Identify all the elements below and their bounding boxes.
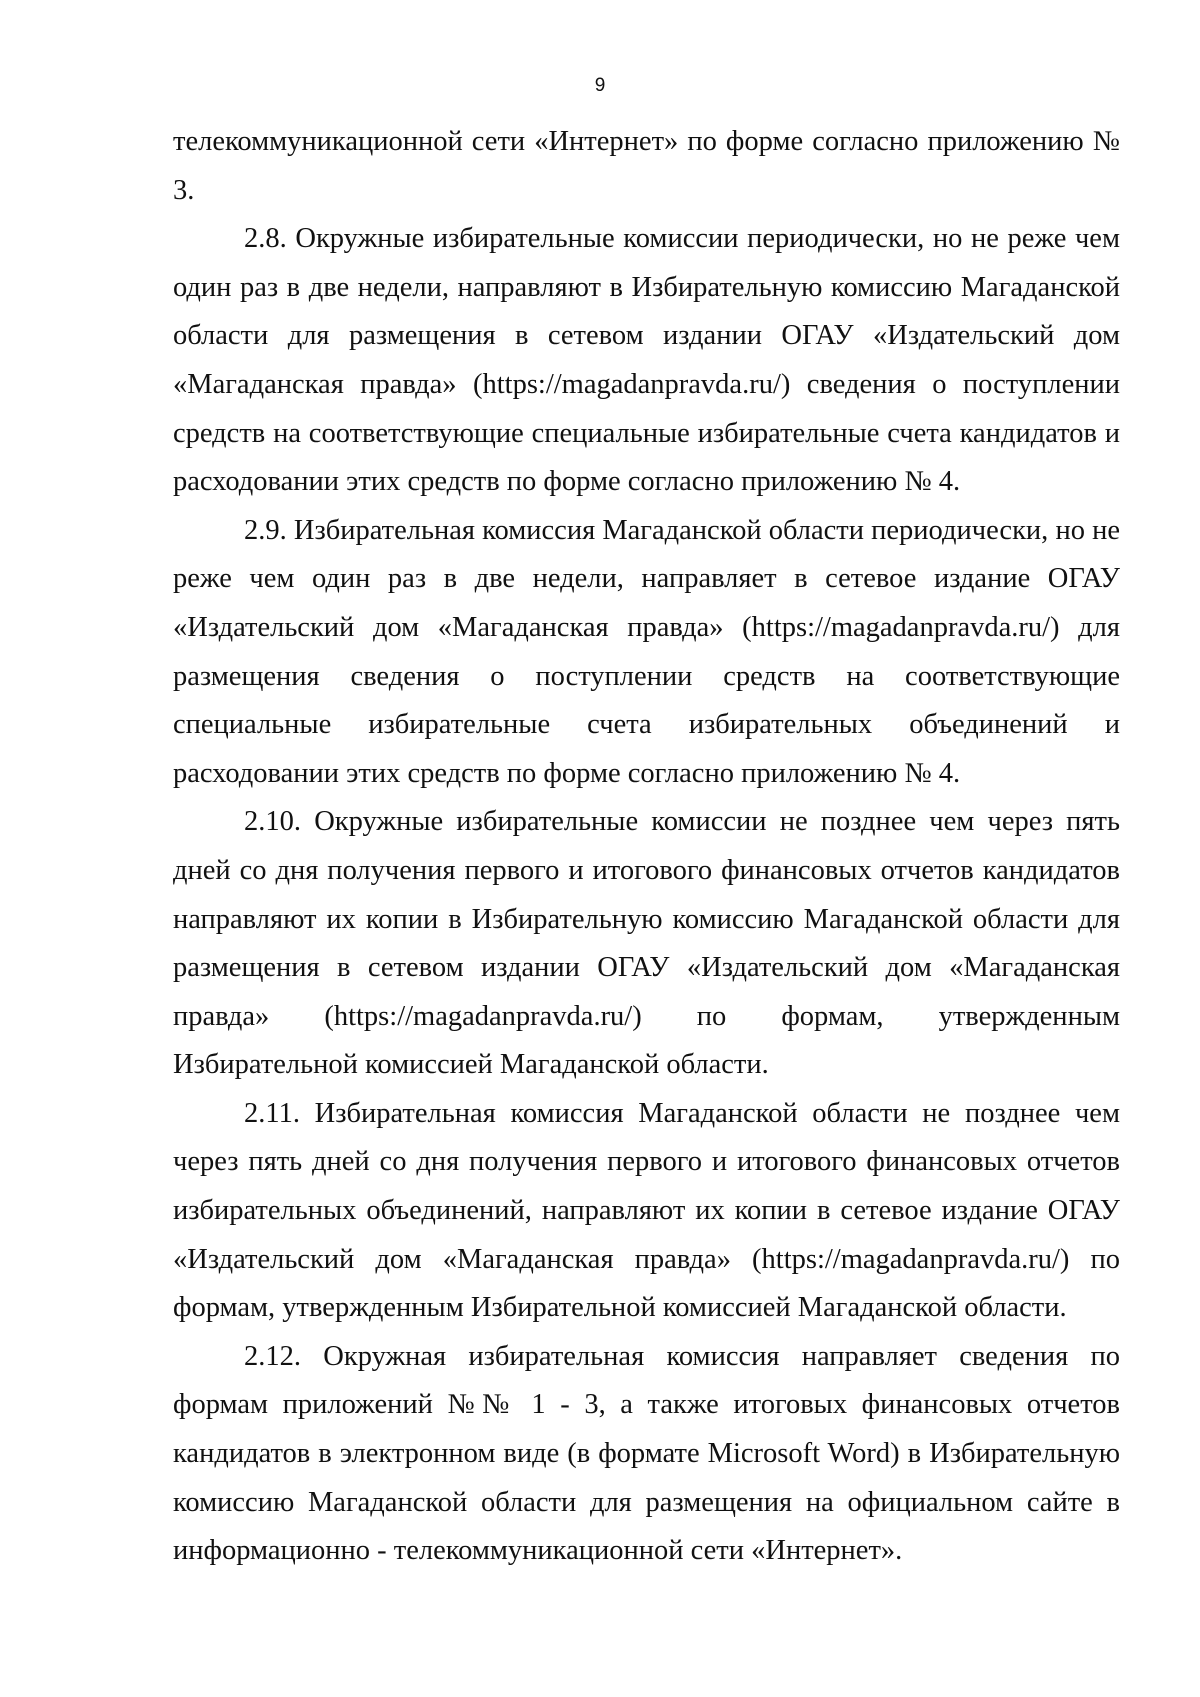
paragraph-2-12: 2.12. Окружная избирательная комиссия направляет сведения по формам приложений №№ 1 - 3, а также итоговых финансовых отчетов кандидатов в электронном виде (в формате Microsoft Word) в Избирательную комиссию Магаданской области для размещения на официальном сайте в информационно - телекоммуникационной сети «Интернет». (173, 1340, 1120, 1567)
paragraph-continuation: телекоммуникационной сети «Интернет» по форме согласно приложению № 3. (173, 126, 1120, 206)
paragraph-2-11: 2.11. Избирательная комиссия Магаданской области не позднее чем через пять дней со дня получения первого и итогового финансовых отчетов избирательных объединений, направляют их копии в сетевое издание ОГАУ «Издательский дом «Магаданская правда» (https://magadanpravda.ru/) по формам, утвержденным Избирательной комиссией Магаданской области. (173, 1097, 1120, 1324)
document-body (173, 118, 1120, 1576)
paragraph-2-9: 2.9. Избирательная комиссия Магаданской области периодически, но не реже чем один раз в две недели, направляет в сетевое издание ОГАУ «Издательский дом «Магаданская правда» (https://magadanpravda.ru/) для размещения сведения о поступлении средств на соответствующие специальные избирательные счета избирательных объединений и расходовании этих средств по форме согласно приложению № 4. (173, 514, 1120, 789)
page-number: 9 (594, 75, 606, 96)
paragraph-2-8: 2.8. Окружные избирательные комиссии периодически, но не реже чем один раз в две недели, направляют в Избирательную комиссию Магаданской области для размещения в сетевом издании ОГАУ «Издательский дом «Магаданская правда» (https://magadanpravda.ru/) сведения о поступлении средств на соответствующие специальные избирательные счета кандидатов и расходовании этих средств по форме согласно приложению № 4. (173, 223, 1120, 498)
paragraph-2-10: 2.10. Окружные избирательные комиссии не позднее чем через пять дней со дня получения первого и итогового финансовых отчетов кандидатов направляют их копии в Избирательную комиссию Магаданской области для размещения в сетевом издании ОГАУ «Издательский дом «Магаданская правда» (https://magadanpravda.ru/) по формам, утвержденным Избирательной комиссией Магаданской области. (173, 806, 1120, 1081)
